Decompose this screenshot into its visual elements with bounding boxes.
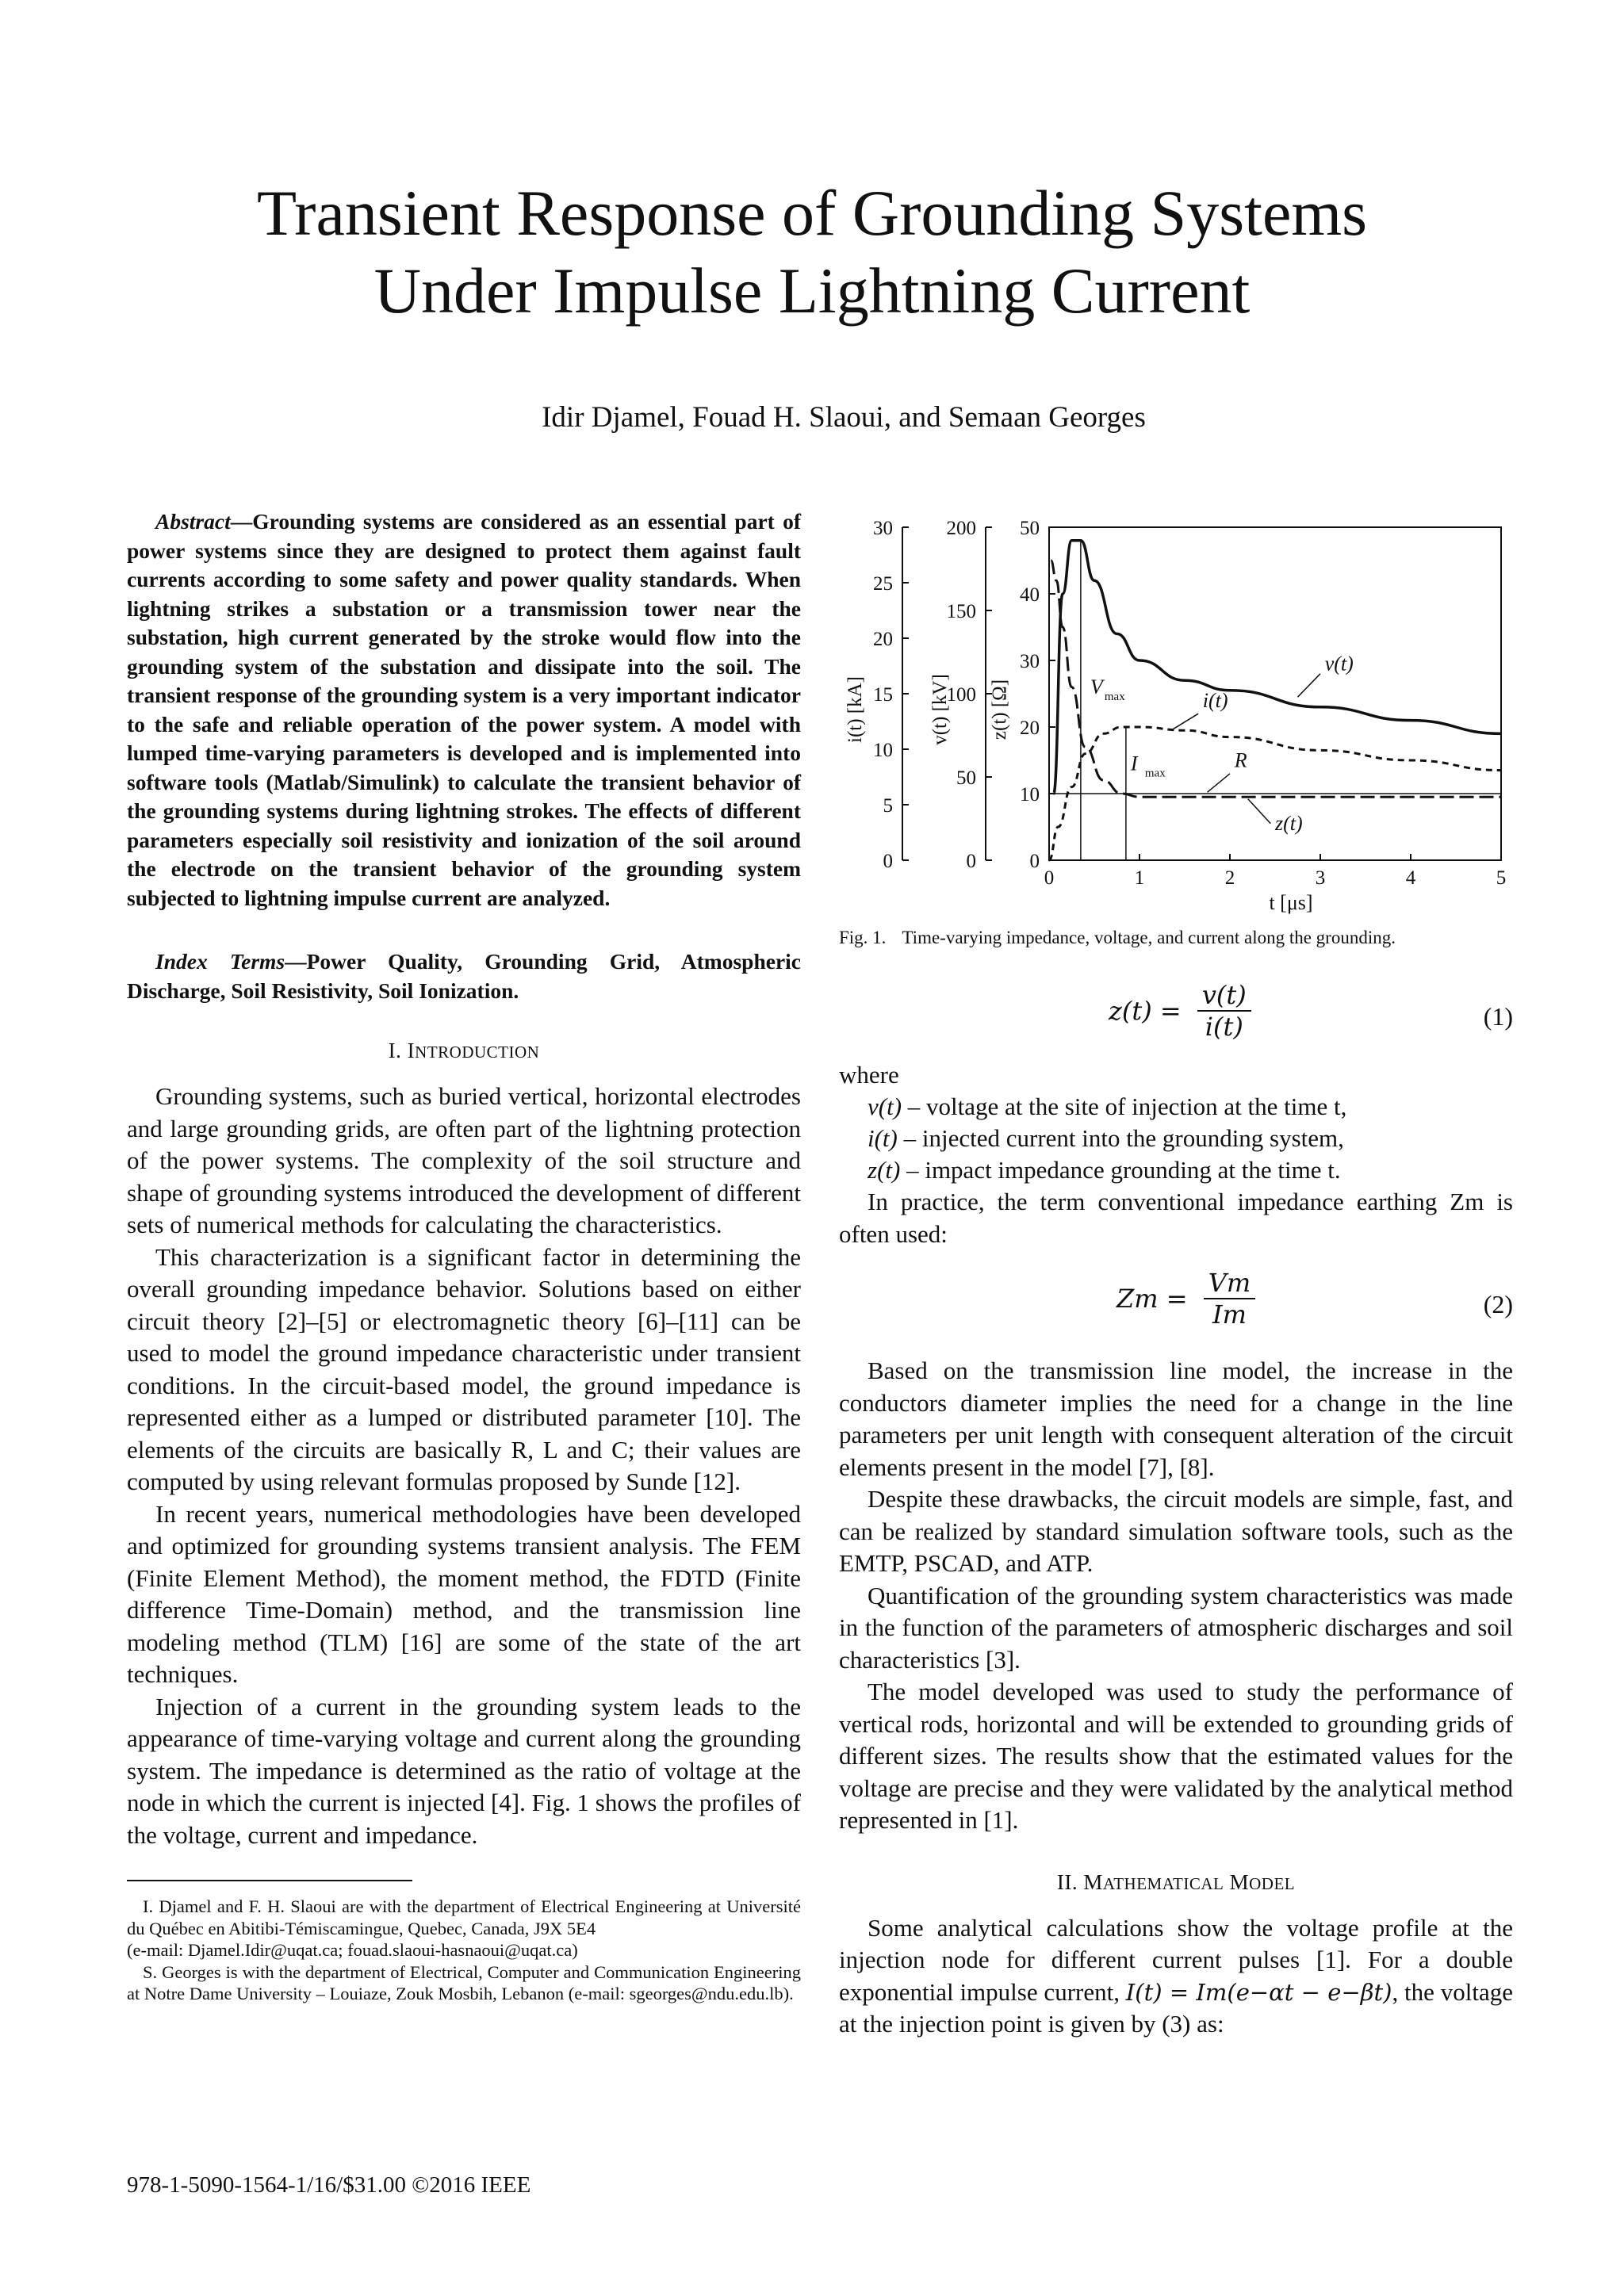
model-paragraph-text-a: Some analytical calculations show the voltage profile at the injection node for different current pulses [1]. For a double exponential impulse current, <box>839 1913 1513 2006</box>
definition-text: – voltage at the site of injection at the time t, <box>902 1093 1347 1120</box>
section-title-rest: ATHEMATICAL <box>1102 1873 1224 1893</box>
index-terms <box>127 947 801 1005</box>
y-tick-label: 10 <box>1020 784 1040 806</box>
y-tick-label: 5 <box>883 795 893 817</box>
definition-v <box>868 1091 1513 1123</box>
intro-paragraph-4: Injection of a current in the grounding system leads to the appearance of time-varying voltage and current along the grounding system. The impedance is determined as the ratio of voltage at the node in which the current is injected [4]. Fig. 1 shows the profiles of the voltage, current and impedance. <box>127 1692 801 1849</box>
author-list: Idir Djamel, Fouad H. Slaoui, and Semaan Georges <box>542 401 1146 434</box>
z-pointer <box>1248 799 1271 824</box>
equation-1-denominator: i(t) <box>1197 1010 1251 1042</box>
paper-title <box>159 174 1465 330</box>
right-paragraph-2: Despite these drawbacks, the circuit models are simple, fast, and can be realized by standard simulation software tools, such as the EMTP, PSCAD, and ATP. <box>839 1485 1513 1577</box>
footnote-affiliation-2: S. Georges is with the department of Electrical, Computer and Communication Engineering at Notre Dame University – Louiaze, Zouk Mosbih, Lebanon (e-mail: sgeorges@ndu.edu.lb). <box>127 1961 801 2003</box>
practice-paragraph: In practice, the term conventional impedance earthing Zm is often used: <box>839 1188 1513 1248</box>
intro-paragraph-1: Grounding systems, such as buried vertical, horizontal electrodes and large grounding grids, are often part of the lightning protection of the power systems. The complexity of the soil structure and shape of grounding systems introduced the development of different sets of numerical methods for calculating the characteristics. <box>127 1082 801 1238</box>
definition-symbol: z(t) <box>868 1156 901 1184</box>
y-tick-label: 15 <box>873 684 893 706</box>
footnote-rule <box>127 1880 412 1881</box>
intro-paragraph-2: This characterization is a significant factor in determining the overall grounding impedance behavior. Solutions based on either circuit theory [2]–[5] or electromagnetic theory [6]–[11] can be used to model the ground impedance characteristic under transient conditions. In the circuit-based model, the ground impedance is represented either as a lumped or distributed parameter [10]. The elements of the circuits are basically R, L and C; their values are computed by using relevant formulas proposed by Sunde [12]. <box>127 1242 801 1495</box>
y-tick-label: 30 <box>873 518 893 539</box>
figure-caption-text: Time-varying impedance, voltage, and current along the grounding. <box>902 928 1396 947</box>
equation-2-body <box>1116 1268 1255 1330</box>
y-tick-label: 0 <box>1029 851 1040 872</box>
y-tick-label: 20 <box>1020 718 1040 739</box>
equation-1-lhs: z(t) = <box>1109 996 1182 1026</box>
title-line-2: Under Impulse Lightning Current <box>373 254 1251 327</box>
vmax-label-sub: max <box>1104 691 1125 703</box>
figure-number: Fig. 1. <box>839 928 887 947</box>
y-tick-label: 200 <box>946 518 976 539</box>
y-tick-label: 30 <box>1020 651 1040 672</box>
equation-2-tag: (2) <box>1483 1290 1513 1318</box>
equation-1-numerator: v(t) <box>1201 980 1247 1010</box>
section-title-rest: NTRODUCTION <box>415 1043 540 1062</box>
y-axis-label: i(t) [kA] <box>845 676 866 743</box>
equation-2-denominator: Im <box>1204 1298 1255 1330</box>
right-paragraph-1: Based on the transmission line model, the increase in the conductors diameter implies the need for a change in the line parameters per unit length with consequent alteration of the circuit elements present in the model [7], [8]. <box>839 1357 1513 1481</box>
y-tick-label: 100 <box>946 684 976 706</box>
model-paragraph-1 <box>839 1912 1513 2041</box>
y-axis-label: v(t) [kV] <box>929 674 951 745</box>
x-tick-label: 3 <box>1315 867 1326 889</box>
v-label: v(t) <box>1324 652 1354 675</box>
section-heading-introduction <box>127 1039 801 1063</box>
equation-1-body <box>1109 980 1251 1042</box>
y-tick-label: 10 <box>873 740 893 761</box>
x-axis-label: t [μs] <box>1269 891 1313 914</box>
impulse-current-formula: I(t) = Im(e−αt − e−βt) <box>1125 1978 1392 2006</box>
equation-1-tag: (1) <box>1483 1002 1513 1031</box>
y-axis-label: z(t) [Ω] <box>989 679 1010 740</box>
x-tick-label: 2 <box>1224 867 1235 889</box>
equation-2 <box>839 1268 1513 1355</box>
section-title-initial: I <box>407 1039 416 1062</box>
equation-2-fraction <box>1204 1268 1255 1330</box>
figure-1-caption <box>839 928 1513 948</box>
y-tick-label: 150 <box>946 601 976 622</box>
figure-1 <box>839 507 1513 920</box>
r-label: R <box>1234 748 1247 772</box>
copyright-line: 978-1-5090-1564-1/16/$31.00 ©2016 IEEE <box>127 2172 531 2198</box>
y-tick-label: 40 <box>1020 584 1040 606</box>
section-number: I. <box>388 1039 402 1062</box>
figure-1-chart <box>839 507 1513 920</box>
index-terms-lead: Index Terms <box>155 949 285 974</box>
r-pointer <box>1208 774 1231 793</box>
section-heading-model <box>839 1870 1513 1895</box>
y-tick-label: 50 <box>956 767 976 789</box>
footnote-email-1: (e-mail: Djamel.Idir@uqat.ca; fouad.slaoui-hasnaoui@uqat.ca) <box>127 1940 578 1960</box>
definition-z <box>868 1154 1513 1186</box>
x-tick-label: 1 <box>1134 867 1145 889</box>
right-column <box>839 507 1513 2041</box>
equation-1 <box>839 980 1513 1059</box>
abstract-text: —Grounding systems are considered as an essential part of power systems since they are designed to protect them against fault currents according to some safety and power quality standards. When lightning strikes a substation or a transmission tower near the substation, high current generated by the stroke would flow into the grounding system of the substation and dissipate into the soil. The transient response of the grounding system is a very important indicator to the safe and reliable operation of the power system. A model with lumped time-varying parameters is developed and is implemented into software tools (Matlab/Simulink) to calculate the transient behavior of the grounding systems during lightning strokes. The effects of different parameters especially soil resistivity and ionization of the soil around the electrode on the transient behavior of the grounding system subjected to lightning impulse current are analyzed. <box>127 509 801 910</box>
footnote-affiliation-1: I. Djamel and F. H. Slaoui are with the department of Electrical Engineering at Université du Québec en Abitibi-Témiscamingue, Quebec, Canada, J9X 5E4 <box>127 1896 801 1938</box>
y-tick-label: 0 <box>883 851 893 872</box>
title-line-1: Transient Response of Grounding Systems <box>256 177 1368 249</box>
definition-symbol: v(t) <box>868 1093 902 1120</box>
series-line-vt <box>1054 541 1501 794</box>
left-column <box>127 507 801 2005</box>
x-tick-label: 5 <box>1496 867 1507 889</box>
vmax-label: V <box>1090 675 1103 698</box>
definition-i <box>868 1123 1513 1154</box>
i-label: i(t) <box>1202 688 1228 712</box>
imax-label: I <box>1130 752 1138 775</box>
abstract <box>127 507 801 913</box>
v-pointer <box>1298 674 1321 697</box>
model-paragraph-text-b: , the voltage at the injection point is given by (3) as: <box>839 1977 1514 2038</box>
equation-2-lhs: Zm = <box>1116 1284 1188 1314</box>
equation-1-fraction <box>1197 980 1251 1042</box>
right-paragraph-4: The model developed was used to study the performance of vertical rods, horizontal and will be extended to grounding grids of different sizes. The results show that the estimated values for the voltage are precise and they were validated by the analytical method represented in [1]. <box>839 1678 1513 1834</box>
section-title-initial-2: M <box>1229 1869 1250 1894</box>
y-tick-label: 0 <box>966 851 976 872</box>
section-number: II. <box>1056 1869 1078 1894</box>
section-title-initial: M <box>1083 1869 1103 1894</box>
y-tick-label: 50 <box>1020 518 1040 539</box>
definition-list <box>839 1091 1513 1186</box>
imax-label-sub: max <box>1144 767 1166 780</box>
equation-2-numerator: Vm <box>1208 1268 1251 1298</box>
definition-text: – impact impedance grounding at the time t. <box>900 1156 1341 1184</box>
definition-text: – injected current into the grounding system, <box>897 1124 1344 1152</box>
y-tick-label: 25 <box>873 573 893 595</box>
intro-paragraph-3: In recent years, numerical methodologies have been developed and optimized for grounding systems transient analysis. The FEM (Finite Element Method), the moment method, the FDTD (Finite difference Time-Domain) method, and the transmission line modeling method (TLM) [16] are some of the state of the art techniques. <box>127 1499 801 1688</box>
abstract-lead: Abstract <box>155 509 231 534</box>
x-tick-label: 0 <box>1044 867 1055 889</box>
where-label: where <box>839 1061 899 1089</box>
right-paragraph-3: Quantification of the grounding system characteristics was made in the function of the parameters of atmospheric discharges and soil characteristics [3]. <box>839 1581 1513 1674</box>
definition-symbol: i(t) <box>868 1124 898 1152</box>
y-tick-label: 20 <box>873 629 893 650</box>
section-title-rest-2: ODEL <box>1249 1873 1296 1893</box>
x-tick-label: 4 <box>1405 867 1416 889</box>
i-pointer <box>1171 714 1198 730</box>
index-terms-text: —Power Quality, Grounding Grid, Atmospheric Discharge, Soil Resistivity, Soil Ionization. <box>127 949 801 1003</box>
z-label: z(t) <box>1275 812 1303 836</box>
